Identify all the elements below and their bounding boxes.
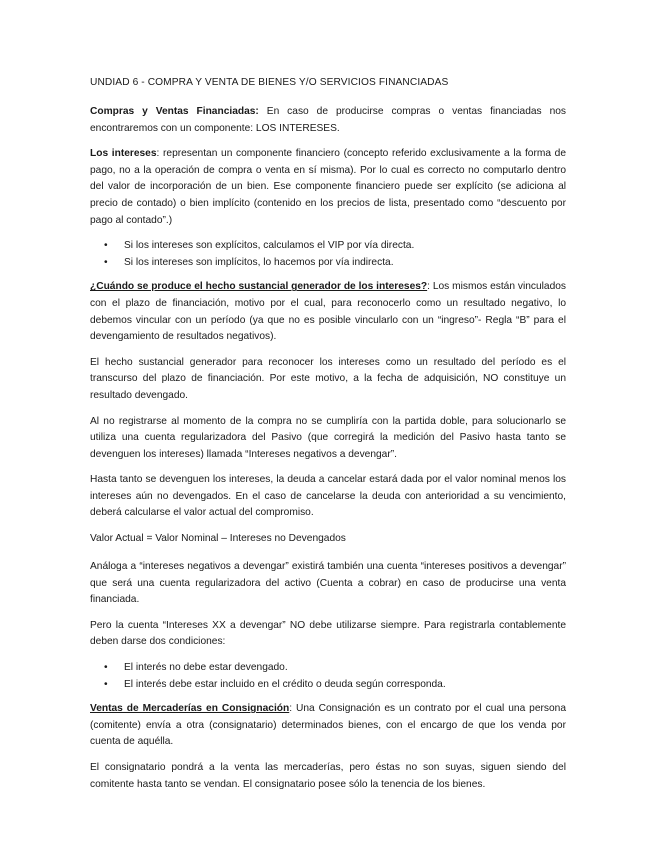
list-item: • El interés no debe estar devengado. — [90, 660, 566, 677]
bullet-list-condiciones — [90, 660, 566, 693]
paragraph-plazo: El hecho sustancial generador para reconocer los intereses como un resultado del período es el transcurso del plazo de financiación. Por este motivo, a la fecha de adquisición, NO constituye un resultado devengado. — [90, 356, 566, 401]
paragraph-intereses-positivos: Análoga a “intereses negativos a devengar” existirá también una cuenta “intereses positivos a devengar” que será una cuenta regularizadora del activo (Cuenta a cobrar) en caso de producirse una venta financiada. — [90, 561, 566, 606]
document-title: UNDIAD 6 - COMPRA Y VENTA DE BIENES Y/O SERVICIOS FINANCIADAS — [90, 77, 449, 88]
text-compras-ventas: En caso de producirse compras o ventas financiadas nos encontraremos con un componente: LOS INTERESES. — [90, 106, 566, 134]
text-consignacion: : Una Consignación es un contrato por el cual una persona (comitente) envía a otra (consignatario) determinados bienes, con el encargo de que los venda por cuenta de aquélla. — [90, 703, 566, 748]
paragraph-consignatario: El consignatario pondrá a la venta las mercaderías, pero éstas no son suyas, siguen siendo del comitente hasta tanto se vendan. El consignatario posee sólo la tenencia de los bienes. — [90, 762, 566, 790]
lead-consignacion: Ventas de Mercaderías en Consignación — [90, 703, 290, 715]
paragraph-deuda: Hasta tanto se devenguen los intereses, la deuda a cancelar estará dada por el valor nominal menos los intereses aún no devengados. En el caso de cancelarse la deuda con anterioridad a su vencimiento, deberá calcularse el valor actual del compromiso. — [90, 474, 566, 519]
list-item: • Si los intereses son explícitos, calculamos el VIP por vía directa. — [90, 238, 566, 255]
formula-valor-actual: Valor Actual = Valor Nominal – Intereses no Devengados — [90, 533, 346, 545]
text-intereses: : representan un componente financiero (concepto referido exclusivamente a la forma de pago, no a la operación de compra o venta en sí misma). Por lo cual es correcto no computarlo dentro del valor de incorporación de un bien. Ese componente financiero puede ser explícito (se adiciona al precio de contado) o bien implícito (contenido en los precios de lista, presentado como “descuento por pago al contado”.) — [90, 148, 566, 226]
document-page — [90, 76, 566, 802]
text-hecho-sustancial: : Los mismos están vinculados con el plazo de financiación, motivo por el cual, para reconocerlo como un resultado negativo, lo debemos vincular con un período (ya que no es posible vincularlo con un “ingreso”- Regla “B” para el devengamiento de resultados negativos). — [90, 281, 566, 343]
lead-compras-ventas: Compras y Ventas Financiadas: — [90, 106, 259, 117]
list-item: • El interés debe estar incluido en el crédito o deuda según corresponda. — [90, 677, 566, 694]
paragraph-condiciones: Pero la cuenta “Intereses XX a devengar” NO debe utilizarse siempre. Para registrarla contablemente deben darse dos condiciones: — [90, 619, 566, 648]
paragraph-hecho-sustancial — [90, 279, 566, 345]
lead-hecho-sustancial: ¿Cuándo se produce el hecho sustancial generador de los intereses? — [90, 281, 428, 293]
paragraph-compras-ventas — [90, 104, 566, 137]
paragraph-consignacion — [90, 701, 566, 751]
bullet-list-intereses — [90, 238, 566, 271]
lead-intereses: Los intereses — [90, 148, 157, 160]
list-item: • Si los intereses son implícitos, lo hacemos por vía indirecta. — [90, 255, 566, 272]
paragraph-cuenta-regularizadora: Al no registrarse al momento de la compra no se cumpliría con la partida doble, para solucionarlo se utiliza una cuenta regularizadora del Pasivo (que corregirá la medición del Pasivo hasta tanto se devenguen los intereses) llamada “Intereses negativos a devengar”. — [90, 415, 566, 460]
paragraph-intereses — [90, 146, 566, 229]
